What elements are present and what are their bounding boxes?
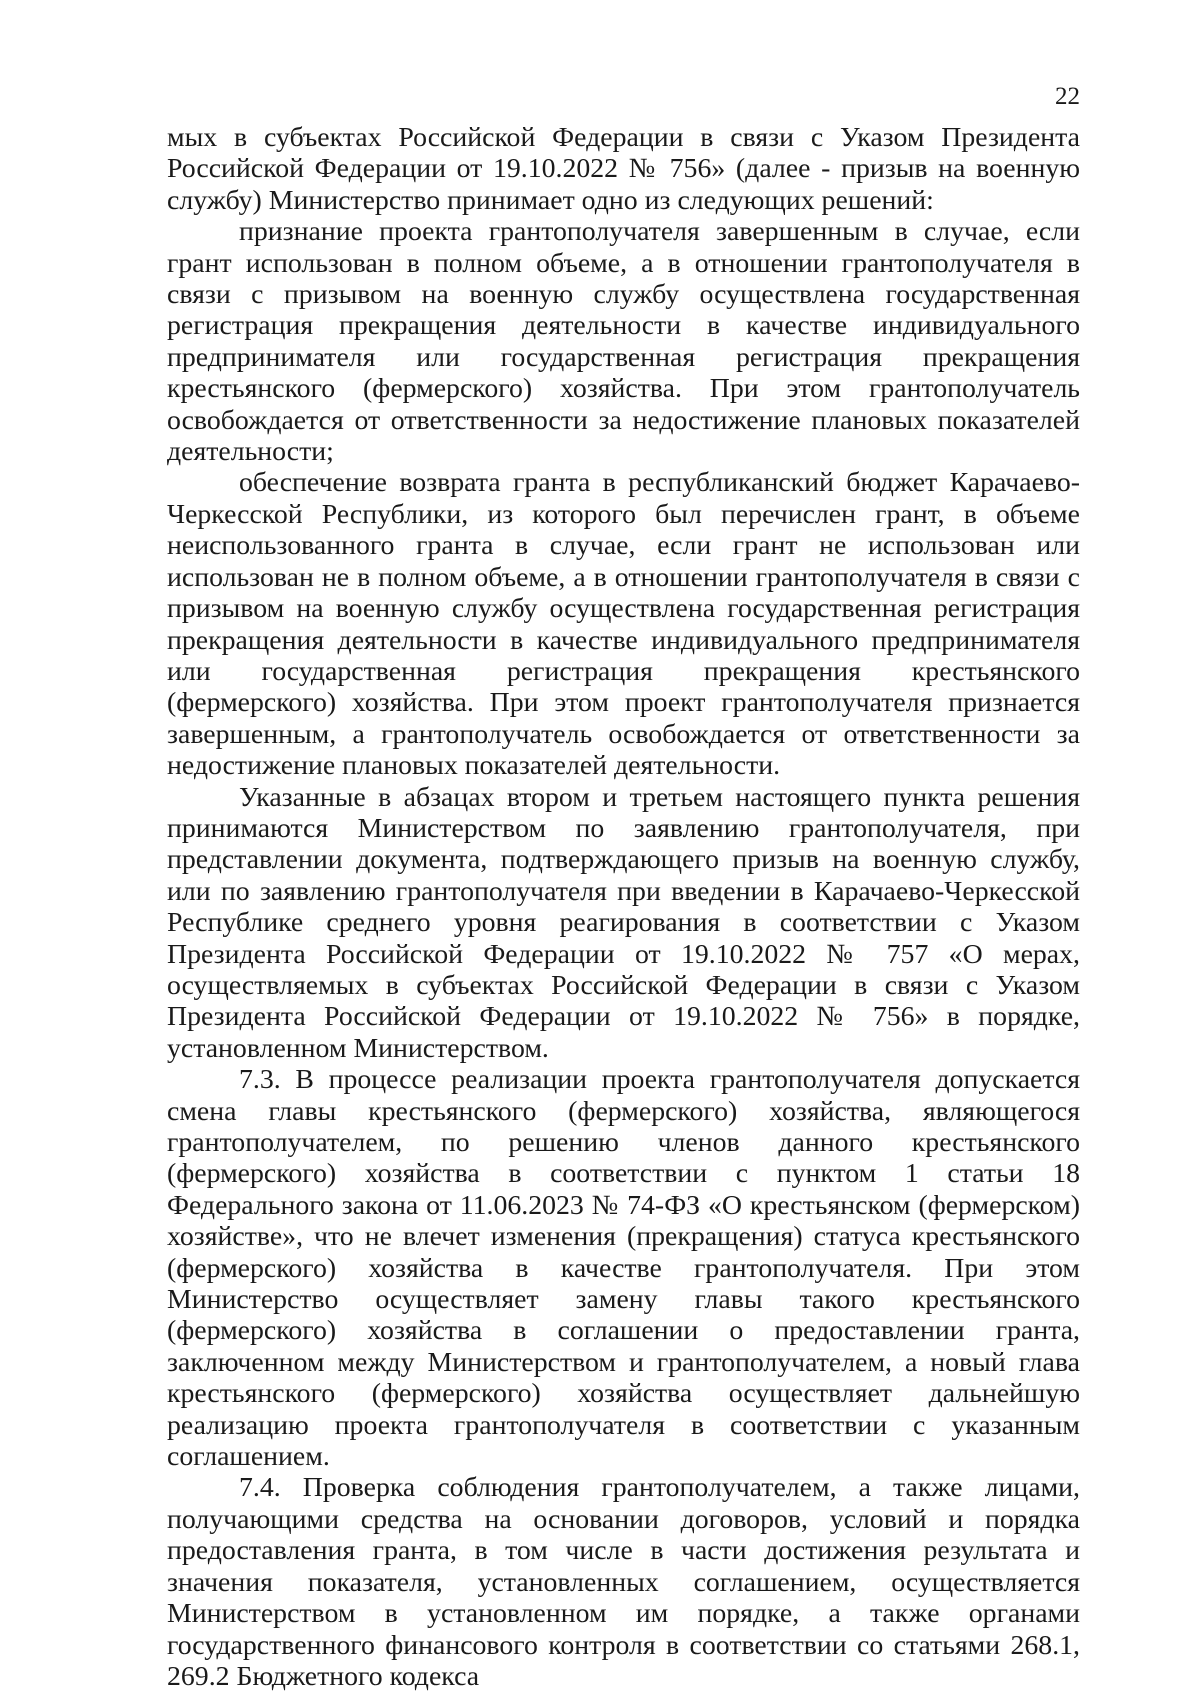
paragraph-7-4: 7.4. Проверка соблюдения грантополучателем, а также лицами, получающими средства на основании договоров, условий и порядка предоставления гранта, в том числе в части достижения результата и значения показателя, установленных соглашением, осуществляется Министерством в установленном им порядке, а также органами государственного финансового контроля в соответствии со статьями 268.1, 269.2 Бюджетного кодекса (167, 1472, 1080, 1692)
paragraph-continuation: мых в субъектах Российской Федерации в связи с Указом Президента Российской Федерации от 19.10.2022 № 756» (далее - призыв на военную службу) Министерство принимает одно из следующих решений: (167, 122, 1080, 216)
document-body (167, 122, 1080, 1692)
paragraph-decision-return-grant: обеспечение возврата гранта в республиканский бюджет Карачаево-Черкесской Республики, из которого был перечислен грант, в объеме неиспользованного гранта в случае, если грант не использован или использован не в полном объеме, а в отношении грантополучателя в связи с призывом на военную службу осуществлена государственная регистрация прекращения деятельности в качестве индивидуального предпринимателя или государственная регистрация прекращения крестьянского (фермерского) хозяйства. При этом проект грантополучателя признается завершенным, а грантополучатель освобождается от ответственности за недостижение плановых показателей деятельности. (167, 467, 1080, 782)
paragraph-decisions-procedure: Указанные в абзацах втором и третьем настоящего пункта решения принимаются Министерством по заявлению грантополучателя, при представлении документа, подтверждающего призыв на военную службу, или по заявлению грантополучателя при введении в Карачаево-Черкесской Республике среднего уровня реагирования в соответствии с Указом Президента Российской Федерации от 19.10.2022 № 757 «О мерах, осуществляемых в субъектах Российской Федерации в связи с Указом Президента Российской Федерации от 19.10.2022 № 756» в порядке, установленном Министерством. (167, 781, 1080, 1064)
page-number: 22 (1055, 83, 1080, 110)
paragraph-7-3: 7.3. В процессе реализации проекта грантополучателя допускается смена главы крестьянского (фермерского) хозяйства, являющегося грантополучателем, по решению членов данного крестьянского (фермерского) хозяйства в соответствии с пунктом 1 статьи 18 Федерального закона от 11.06.2023 № 74-ФЗ «О крестьянском (фермерском) хозяйстве», что не влечет изменения (прекращения) статуса крестьянского (фермерского) хозяйства в качестве грантополучателя. При этом Министерство осуществляет замену главы такого крестьянского (фермерского) хозяйства в соглашении о предоставлении гранта, заключенном между Министерством и грантополучателем, а новый глава крестьянского (фермерского) хозяйства осуществляет дальнейшую реализацию проекта грантополучателя в соответствии с указанным соглашением. (167, 1064, 1080, 1473)
paragraph-decision-completed: признание проекта грантополучателя завершенным в случае, если грант использован в полном объеме, а в отношении грантополучателя в связи с призывом на военную службу осуществлена государственная регистрация прекращения деятельности в качестве индивидуального предпринимателя или государственная регистрация прекращения крестьянского (фермерского) хозяйства. При этом грантополучатель освобождается от ответственности за недостижение плановых показателей деятельности; (167, 216, 1080, 468)
